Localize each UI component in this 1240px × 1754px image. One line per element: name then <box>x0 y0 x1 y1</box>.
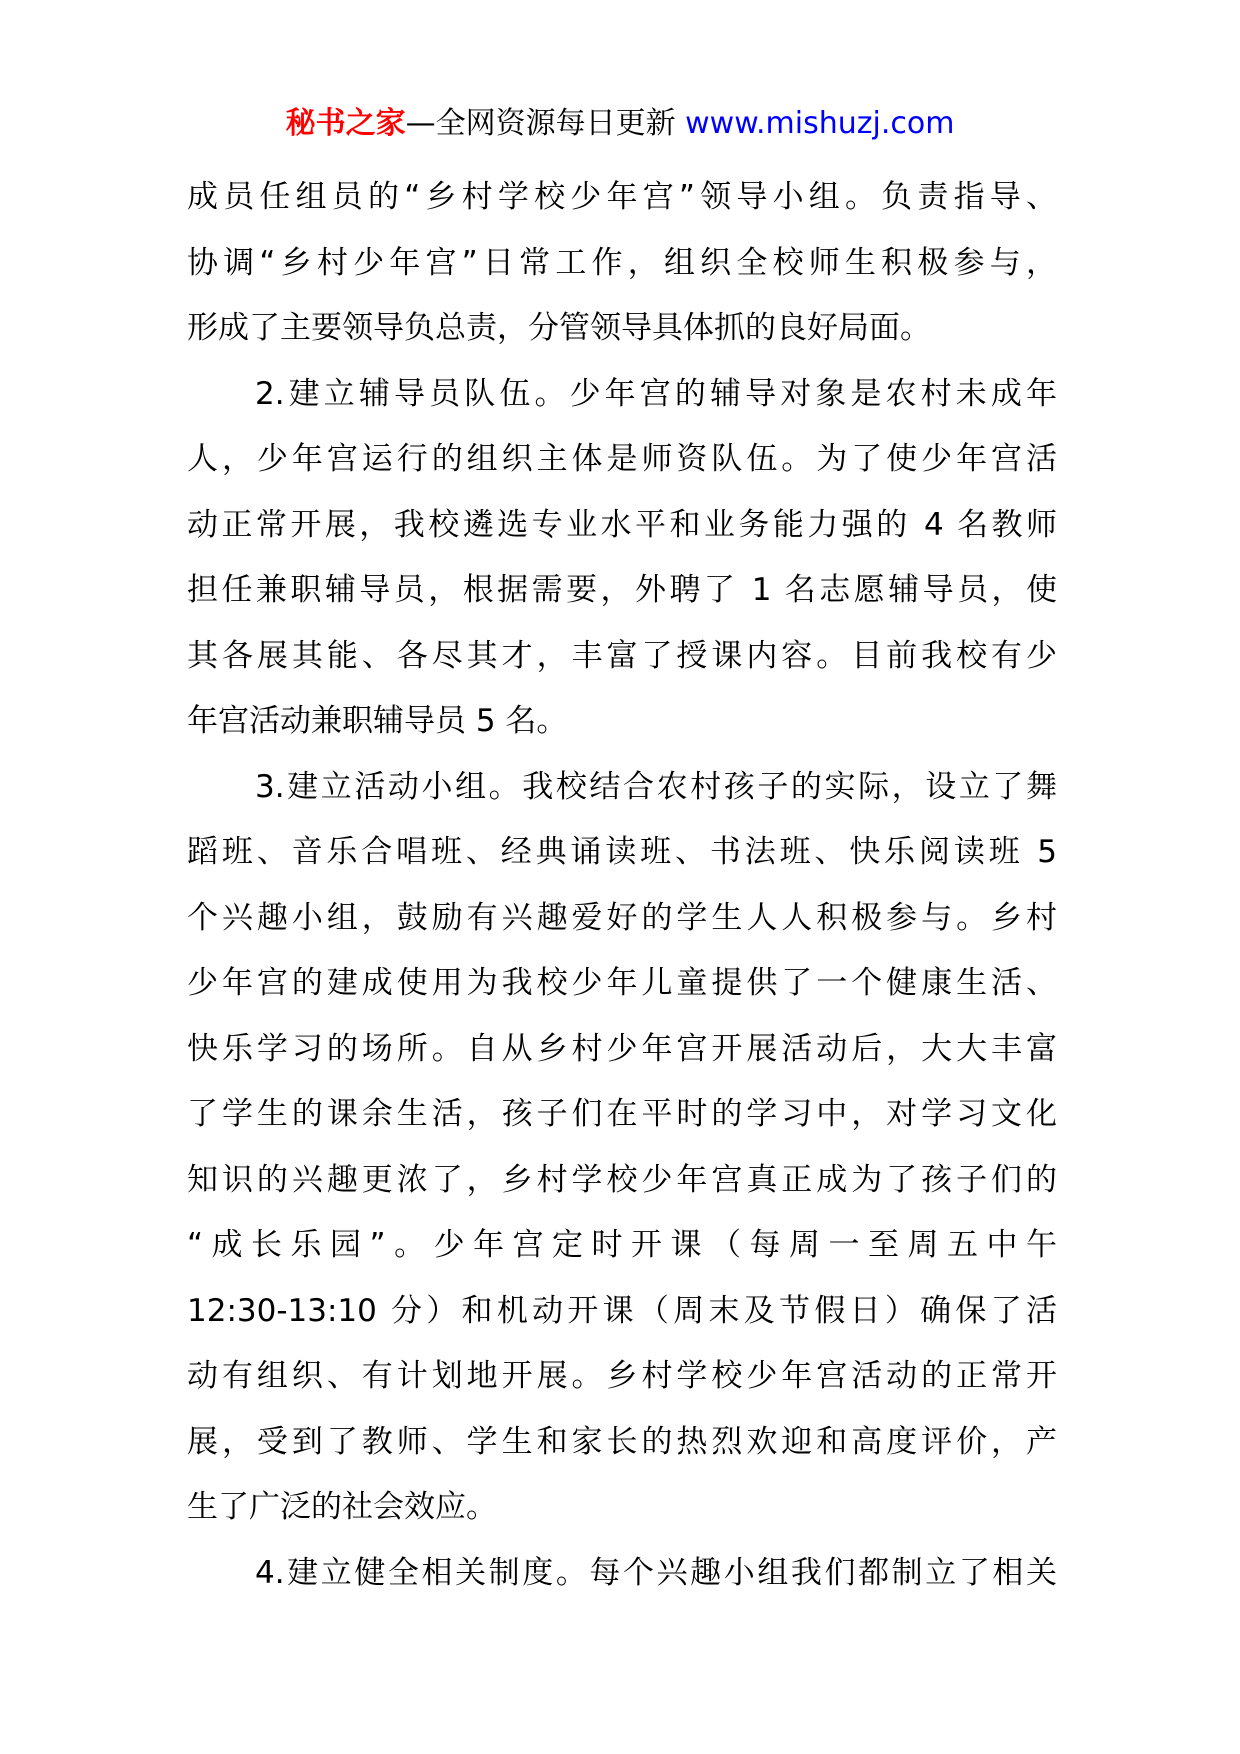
text-line: 快乐学习的场所。自从乡村少年宫开展活动后，大大丰富 <box>187 1030 1057 1067</box>
brand-name: 秘书之家 <box>285 106 406 141</box>
paragraph <box>187 1541 1057 1607</box>
text-line: 动正常开展，我校遴选专业水平和业务能力强的 4 名教师 <box>187 506 1057 543</box>
text-line: 形成了主要领导负总责，分管领导具体抓的良好局面。 <box>187 310 931 346</box>
text-line: 少年宫的建成使用为我校少年儿童提供了一个健康生活、 <box>187 965 1057 1001</box>
text-line: 担任兼职辅导员，根据需要，外聘了 1 名志愿辅导员，使 <box>187 572 1057 608</box>
header-slogan: —全网资源每日更新 <box>405 106 676 141</box>
site-url-link[interactable]: www.mishuzj.com <box>685 106 955 141</box>
text-line: 2.建立辅导员队伍。少年宫的辅导对象是农村未成年 <box>255 375 1057 412</box>
text-line: 成员任组员的“乡村学校少年宫”领导小组。负责指导、 <box>187 179 1057 215</box>
document-body <box>187 165 1057 1606</box>
text-line: 知识的兴趣更浓了，乡村学校少年宫真正成为了孩子们的 <box>187 1161 1057 1198</box>
text-line: 年宫活动兼职辅导员 5 名。 <box>187 703 568 739</box>
text-line: 生了广泛的社会效应。 <box>187 1489 497 1525</box>
paragraph <box>187 755 1057 1541</box>
text-line: “成长乐园”。少年宫定时开课（每周一至周五中午 <box>187 1227 1057 1263</box>
paragraph <box>187 362 1057 755</box>
text-line: 展，受到了教师、学生和家长的热烈欢迎和高度评价，产 <box>187 1423 1057 1460</box>
text-line: 4.建立健全相关制度。每个兴趣小组我们都制立了相关 <box>255 1554 1057 1591</box>
text-line: 其各展其能、各尽其才，丰富了授课内容。目前我校有少 <box>187 637 1057 674</box>
text-line: 了学生的课余生活，孩子们在平时的学习中，对学习文化 <box>187 1096 1057 1132</box>
text-line: 动有组织、有计划地开展。乡村学校少年宫活动的正常开 <box>187 1358 1057 1394</box>
text-line: 协调“乡村少年宫”日常工作，组织全校师生积极参与， <box>187 244 1057 281</box>
paragraph <box>187 165 1057 362</box>
text-line: 3.建立活动小组。我校结合农村孩子的实际，设立了舞 <box>255 768 1057 805</box>
page-header <box>0 100 1240 148</box>
text-line: 人，少年宫运行的组织主体是师资队伍。为了使少年宫活 <box>187 441 1057 477</box>
text-line: 个兴趣小组，鼓励有兴趣爱好的学生人人积极参与。乡村 <box>187 899 1057 936</box>
text-line: 蹈班、音乐合唱班、经典诵读班、书法班、快乐阅读班 5 <box>187 834 1057 870</box>
text-line: 12:30-13:10 分）和机动开课（周末及节假日）确保了活 <box>187 1292 1057 1329</box>
